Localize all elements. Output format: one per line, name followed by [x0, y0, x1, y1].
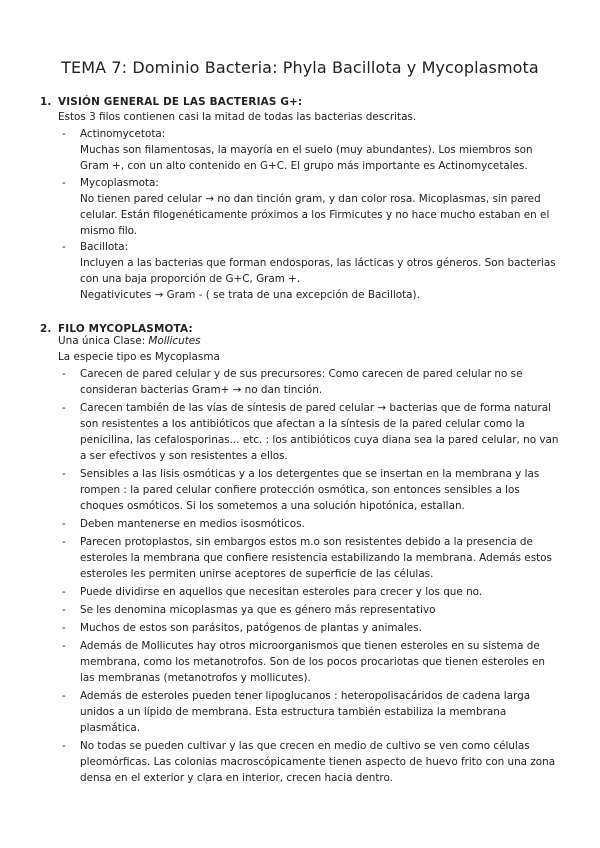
bullet-text-line: a ser efectivos y son resistentes a ellos.	[80, 450, 288, 462]
item-mycoplasmota-text: No tienen pared celular → no dan tinción gram, y dan color rosa. Micoplasmas, sin pared	[80, 193, 541, 205]
bullet-text-line: Carecen de pared celular y de sus precursores: Como carecen de pared celular no se	[80, 368, 523, 380]
bullet-text-line: Puede dividirse en aquellos que necesitan esteroles para crecer y los que no.	[80, 586, 483, 598]
bullet-text-line: consideran bacterias Gram+ → no dan tinción.	[80, 384, 323, 396]
item-bacillota-text: Incluyen a las bacterias que forman endosporas, las lácticas y otros géneros. Son bacterias	[80, 257, 556, 269]
item-mycoplasmota-name: Mycoplasmota:	[80, 177, 159, 189]
section-1-number: 1.	[40, 96, 52, 108]
bullet-text-line: Además de Mollicutes hay otros microorganismos que tienen esteroles en su sistema de	[80, 640, 540, 652]
list-dash: -	[62, 402, 66, 414]
item-actinomycetota-text: Gram +, con un alto contenido en G+C. El grupo más importante es Actinomycetales.	[80, 160, 528, 172]
list-dash: -	[62, 518, 66, 530]
intro-class-prefix: Una única Clase:	[58, 335, 149, 347]
item-actinomycetota-name: Actinomycetota:	[80, 128, 166, 140]
bullet-text-line: rompen : la pared celular confiere protección osmótica, son entonces sensibles a los	[80, 484, 520, 496]
list-dash: -	[62, 241, 66, 253]
list-dash: -	[62, 690, 66, 702]
bullet-text-line: plasmática.	[80, 722, 141, 734]
list-dash: -	[62, 536, 66, 548]
bullet-text-line: Se les denomina micoplasmas ya que es género más representativo	[80, 604, 436, 616]
section-2-number: 2.	[40, 323, 52, 335]
bullet-text-line: densa en el exterior y clara en interior, crecen hacia dentro.	[80, 772, 393, 784]
list-dash: -	[62, 604, 66, 616]
page-title: TEMA 7: Dominio Bacteria: Phyla Bacillota y Mycoplasmota	[61, 58, 539, 77]
bullet-text-line: Muchos de estos son parásitos, patógenos de plantas y animales.	[80, 622, 422, 634]
list-dash: -	[62, 177, 66, 189]
bullet-text-line: Parecen protoplastos, sin embargos estos m.o son resistentes debido a la presencia de	[80, 536, 533, 548]
bullet-text-line: Sensibles a las lisis osmóticas y a los detergentes que se insertan en la membrana y las	[80, 468, 540, 480]
item-mycoplasmota-text: celular. Están filogenéticamente próximos a los Firmicutes y no hace mucho estaban en el	[80, 209, 550, 221]
item-bacillota-text: con una baja proporción de G+C, Gram +.	[80, 273, 301, 285]
intro-class-name: Mollicutes	[148, 335, 201, 347]
bullet-text-line: No todas se pueden cultivar y las que crecen en medio de cultivo se ven como células	[80, 740, 530, 752]
list-dash: -	[62, 468, 66, 480]
section-1-heading	[40, 96, 302, 108]
list-dash: -	[62, 368, 66, 380]
bullet-text-line: esteroles les permiten unirse aceptores de superficie de las células.	[80, 568, 434, 580]
section-1-title: VISIÓN GENERAL DE LAS BACTERIAS G+:	[58, 96, 303, 108]
list-dash: -	[62, 128, 66, 140]
bullet-text-line: pleomórficas. Las colonias macroscópicamente tienen aspecto de huevo frito con una zona	[80, 756, 556, 768]
bullet-text-line: esteroles la membrana que confiere resistencia estabilizando la membrana. Además estos	[80, 552, 552, 564]
list-dash: -	[62, 622, 66, 634]
bullet-text-line: Además de esteroles pueden tener lipoglucanos : heteropolisacáridos de cadena larga	[80, 690, 531, 702]
bullet-text-line: penicilina, las cefalosporinas... etc. : los antibióticos cuya diana sea la pared celular, no van	[80, 434, 559, 446]
bullet-text-line: membrana, como los metanotrofos. Son de los pocos procariotas que tienen esteroles en	[80, 656, 545, 668]
bullet-text-line: las membranas (metanotrofos y mollicutes).	[80, 672, 311, 684]
list-dash: -	[62, 586, 66, 598]
bullet-text-line: Carecen también de las vías de síntesis de pared celular → bacterias que de forma natural	[80, 402, 552, 414]
item-bacillota-text: Negativicutes → Gram - ( se trata de una excepción de Bacillota).	[80, 289, 420, 301]
bullet-text-line: choques osmóticos. Si los sometemos a una solución hipotónica, estallan.	[80, 500, 465, 512]
bullet-text-line: Deben mantenerse en medios isosmóticos.	[80, 518, 305, 530]
bullet-text-line: unidos a un lípido de membrana. Esta estructura también estabiliza la membrana	[80, 706, 507, 718]
item-mycoplasmota-text: mismo filo.	[80, 225, 138, 237]
item-actinomycetota-text: Muchas son filamentosas, la mayoría en el suelo (muy abundantes). Los miembros son	[80, 144, 533, 156]
list-dash: -	[62, 640, 66, 652]
section-2-title: FILO MYCOPLASMOTA:	[58, 323, 193, 335]
list-dash: -	[62, 740, 66, 752]
item-bacillota-name: Bacillota:	[80, 241, 129, 253]
section-2-intro-species: La especie tipo es Mycoplasma	[58, 351, 220, 363]
bullet-text-line: son resistentes a los antibióticos que afectan a la síntesis de la pared celular como la	[80, 418, 525, 430]
section-1-intro: Estos 3 filos contienen casi la mitad de todas las bacterias descritas.	[58, 111, 417, 123]
section-2-intro-class	[58, 333, 201, 349]
